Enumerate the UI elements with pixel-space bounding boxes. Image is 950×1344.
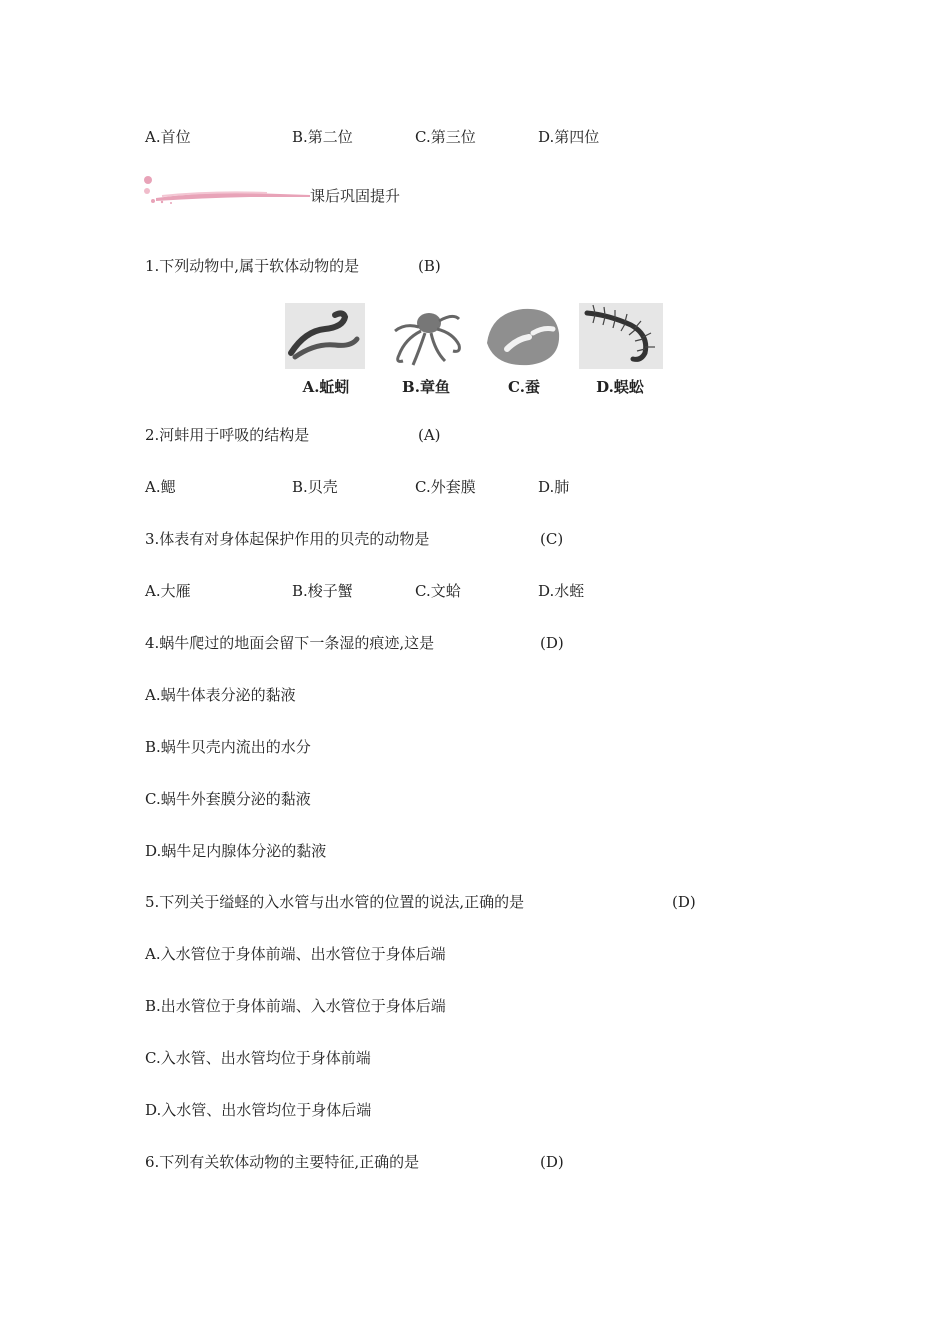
option-a: A.鳃 <box>145 478 176 496</box>
question-5-answer: (D) <box>672 893 696 911</box>
option-b: B.第二位 <box>292 128 353 146</box>
picture-c <box>483 303 565 396</box>
question-5-text: 5.下列关于缢蛏的入水管与出水管的位置的说法,正确的是 <box>145 893 525 911</box>
earthworm-image <box>285 303 365 369</box>
question-4-text: 4.蜗牛爬过的地面会留下一条湿的痕迹,这是 <box>145 634 435 652</box>
question-1-text: 1.下列动物中,属于软体动物的是 <box>145 257 360 275</box>
option-d: D.水蛭 <box>538 582 585 600</box>
picture-d-caption: D.蜈蚣 <box>596 378 644 396</box>
picture-a-caption: A.蚯蚓 <box>302 378 350 396</box>
option-a: A.首位 <box>145 128 191 146</box>
option-c: C.第三位 <box>415 128 476 146</box>
question-4-option-b: B.蜗牛贝壳内流出的水分 <box>145 738 311 756</box>
picture-b <box>385 303 467 396</box>
picture-b-caption: B.章鱼 <box>402 378 450 396</box>
question-2-answer: (A) <box>418 426 441 444</box>
question-2-text: 2.河蚌用于呼吸的结构是 <box>145 426 310 444</box>
question-5-option-b: B.出水管位于身体前端、入水管位于身体后端 <box>145 997 446 1015</box>
question-3-text: 3.体表有对身体起保护作用的贝壳的动物是 <box>145 530 430 548</box>
question-3-answer: (C) <box>540 530 564 548</box>
picture-c-caption: C.蚕 <box>508 378 540 396</box>
question-5-option-c: C.入水管、出水管均位于身体前端 <box>145 1049 371 1067</box>
option-a: A.大雁 <box>145 582 191 600</box>
octopus-image <box>385 303 465 369</box>
question-5-option-a: A.入水管位于身体前端、出水管位于身体后端 <box>145 945 446 963</box>
question-4-option-a: A.蜗牛体表分泌的黏液 <box>145 686 296 704</box>
question-4-option-c: C.蜗牛外套膜分泌的黏液 <box>145 790 311 808</box>
question-4-option-d: D.蜗牛足内腺体分泌的黏液 <box>145 842 327 860</box>
option-d: D.肺 <box>538 478 570 496</box>
option-b: B.贝壳 <box>292 478 338 496</box>
question-6-answer: (D) <box>540 1153 564 1171</box>
centipede-image <box>579 303 663 369</box>
silkworm-image <box>483 303 563 369</box>
question-1-pictures <box>285 303 675 403</box>
option-b: B.梭子蟹 <box>292 582 353 600</box>
option-d: D.第四位 <box>538 128 600 146</box>
option-c: C.外套膜 <box>415 478 476 496</box>
pink-brush-decoration-icon <box>142 176 310 206</box>
picture-a <box>285 303 367 396</box>
section-title: 课后巩固提升 <box>310 187 401 205</box>
picture-d <box>579 303 661 396</box>
question-4-answer: (D) <box>540 634 564 652</box>
question-6-text: 6.下列有关软体动物的主要特征,正确的是 <box>145 1153 420 1171</box>
question-1-answer: (B) <box>418 257 441 275</box>
question-5-option-d: D.入水管、出水管均位于身体后端 <box>145 1101 372 1119</box>
option-c: C.文蛤 <box>415 582 461 600</box>
section-header <box>142 176 442 206</box>
